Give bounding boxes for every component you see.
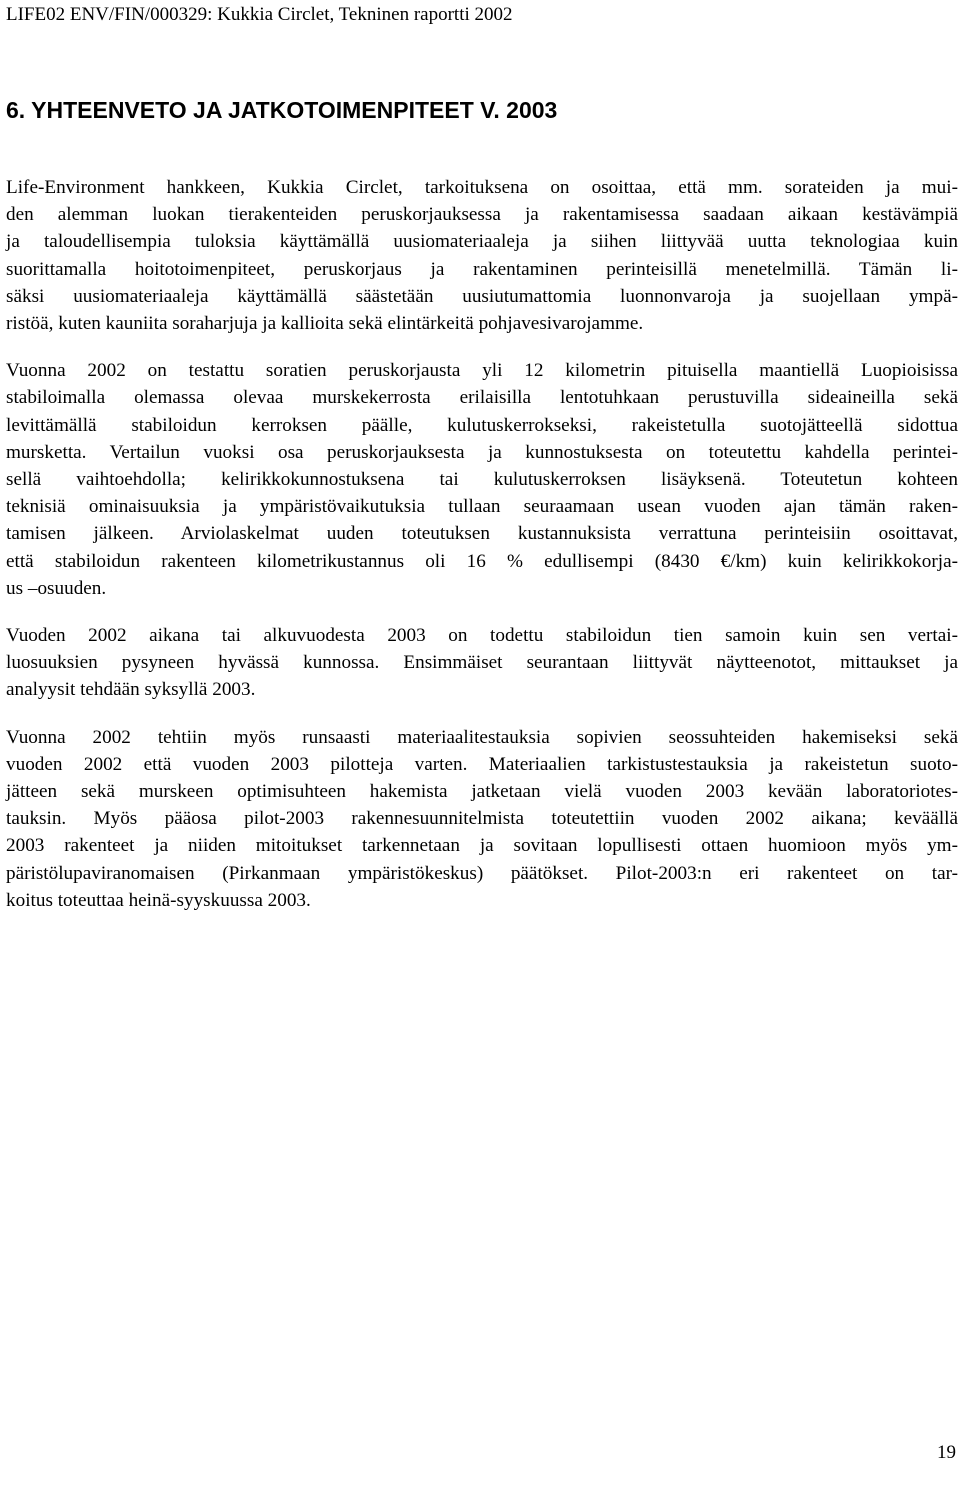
paragraph-project-aim [6,174,958,337]
running-header: LIFE02 ENV/FIN/000329: Kukkia Circlet, Tekninen raportti 2002 [6,4,513,25]
text-line: säksi uusiomateriaaleja käyttämällä säästetään uusiutumattomia luonnonvaroja ja suojellaan ympä- [6,285,958,307]
text-line: mursketta. Vertailun vuoksi osa peruskorjauksesta ja kunnostuksesta on toteutettu kahdella perintei- [6,441,958,463]
text-line: jätteen sekä murskeen optimisuhteen hakemista jatketaan vielä vuoden 2003 kevään laboratoriotes- [6,781,958,803]
text-line: vuoden 2002 että vuoden 2003 pilotteja varten. Materiaalien tarkistustestauksia ja rakeistetun suoto- [6,753,958,775]
text-line: teknisiä ominaisuuksia ja ympäristövaikutuksia tullaan seuraamaan usean vuoden ajan tämän raken- [6,496,958,518]
text-line: luosuuksien pysyneen hyvässä kunnossa. Ensimmäiset seurantaan liittyvät näytteenotot, mittaukset ja [6,652,958,674]
section-title: 6. YHTEENVETO JA JATKOTOIMENPITEET V. 2003 [6,97,558,123]
text-line: 2003 rakenteet ja niiden mitoitukset tarkennetaan ja sovitaan lopullisesti ottaen huomioon myös ym- [6,835,958,857]
text-line: analyysit tehdään syksyllä 2003. [6,679,256,701]
text-line: sellä vaihtoehdolla; kelirikkokunnostuksena tai kulutuskerroksen lisäyksenä. Toteutetun kohteen [6,469,958,491]
text-line: us –osuuden. [6,577,107,599]
text-line: suorittamalla hoitotoimenpiteet, peruskorjaus ja rakentaminen perinteisillä menetelmillä. Tämän li- [6,258,958,280]
text-line: että stabiloidun rakenteen kilometrikustannus oli 16 % edullisempi (8430 €/km) kuin kelirikkokorja- [6,550,958,572]
paragraph-road-condition [6,622,958,704]
body-text [6,174,958,934]
text-line: Life-Environment hankkeen, Kukkia Circlet, tarkoituksena on osoittaa, että mm. sorateiden ja mui- [6,177,958,198]
page-number: 19 [937,1442,956,1463]
text-line: den alemman luokan tierakenteiden peruskorjauksessa ja rakentamisessa saadaan aikaan kestävämpiä [6,204,958,226]
text-line: tauksin. Myös pääosa pilot-2003 rakennesuunnitelmista toteutettiin vuoden 2002 aikana; keväällä [6,808,958,830]
text-line: päristölupaviranomaisen (Pirkanmaan ympäristökeskus) päätökset. Pilot-2003:n eri rakenteet on tar- [6,862,958,884]
text-line: koitus toteuttaa heinä-syyskuussa 2003. [6,889,311,911]
text-line: levittämällä stabiloidun kerroksen päälle, kulutuskerrokseksi, rakeistetulla suotojätteellä sidottua [6,414,958,436]
text-line: ristöä, kuten kauniita soraharjuja ja kallioita sekä elintärkeitä pohjavesivarojamme. [6,313,644,335]
paragraph-road-testing-2002 [6,357,958,602]
paragraph-material-testing [6,724,958,914]
text-line: tamisen jälkeen. Arviolaskelmat uuden toteutuksen kustannuksista verrattuna perinteisiin osoittavat, [6,523,958,545]
text-line: Vuonna 2002 on testattu soratien peruskorjausta yli 12 kilometrin pituisella maantiellä Luopioisissa [6,360,958,382]
text-line: Vuoden 2002 aikana tai alkuvuodesta 2003 on todettu stabiloidun tien samoin kuin sen vertai- [6,625,958,647]
text-line: ja taloudellisempia tuloksia käyttämällä uusiomateriaaleja ja siihen liittyvää uutta teknologiaa kuin [6,231,958,253]
text-line: Vuonna 2002 tehtiin myös runsaasti materiaalitestauksia sopivien seossuhteiden hakemiseksi sekä [6,726,958,748]
text-line: stabiloimalla olemassa olevaa murskekerrosta erilaisilla lentotuhkaan perustuvilla sideaineilla sekä [6,387,958,409]
